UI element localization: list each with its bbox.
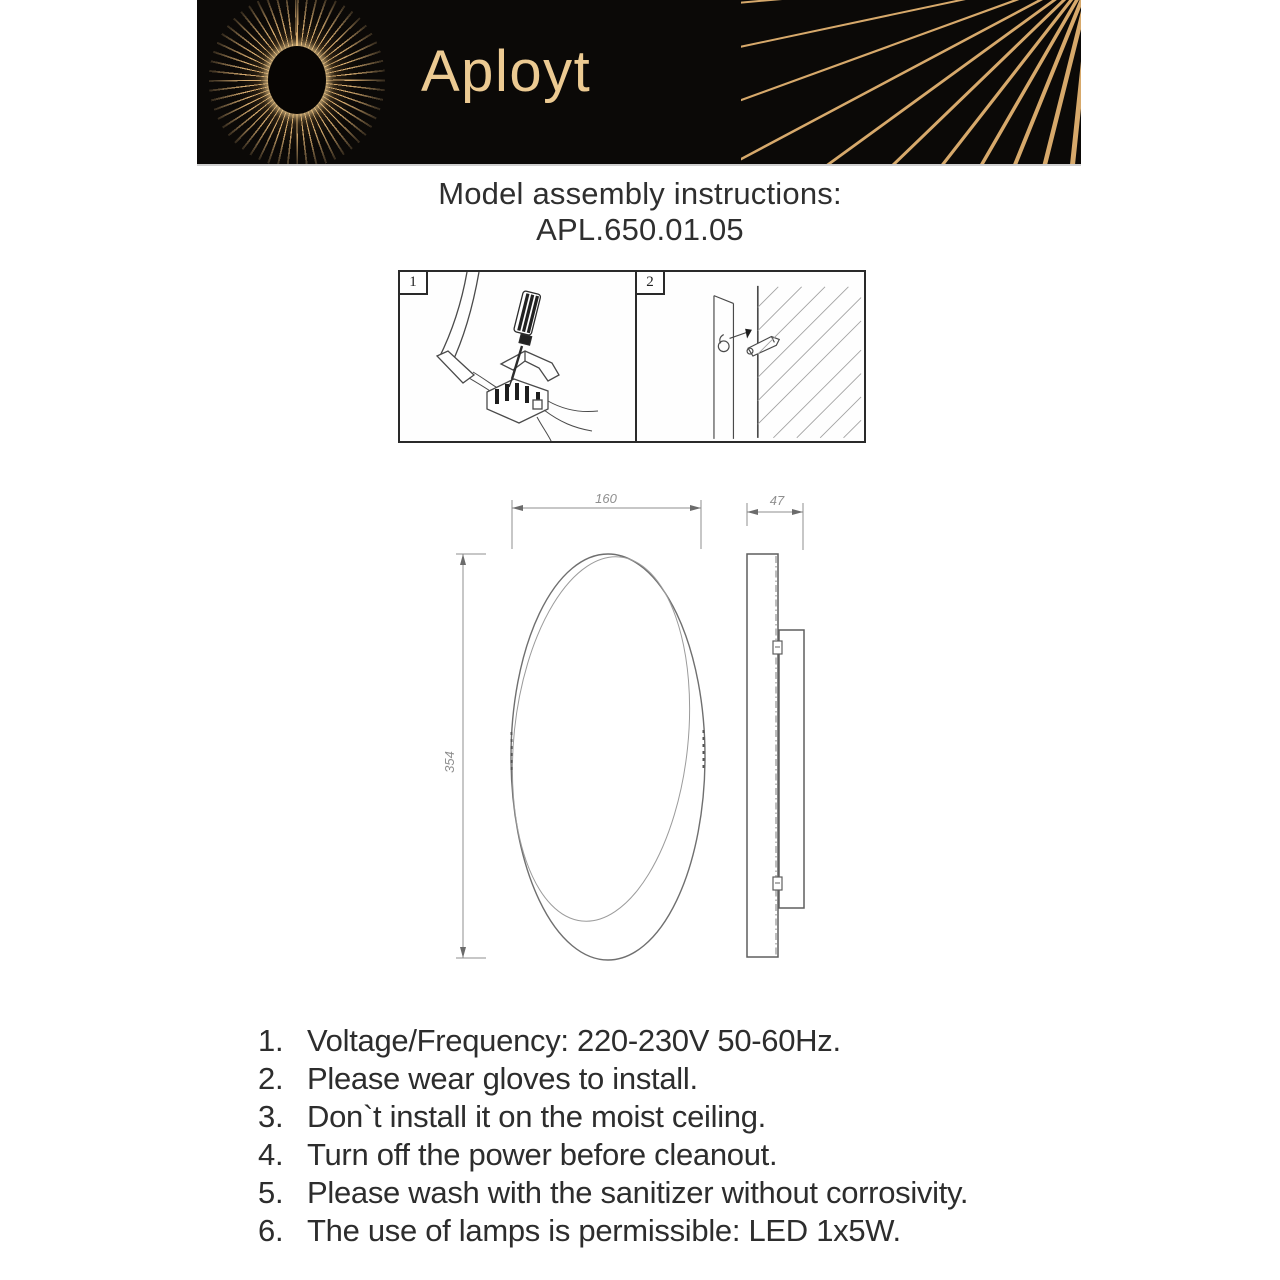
width-dimension-label: 160 — [595, 491, 617, 506]
item-text: Please wear gloves to install. — [307, 1061, 698, 1096]
instructions-list — [0, 1022, 1280, 1250]
dimension-drawing — [430, 470, 870, 1010]
depth-dimension-label: 47 — [769, 493, 785, 508]
height-dimension — [456, 554, 486, 958]
list-item — [0, 1174, 1280, 1212]
item-number: 3. — [258, 1099, 284, 1134]
item-text: Don`t install it on the moist ceiling. — [307, 1099, 766, 1134]
item-text: Please wash with the sanitizer without corrosivity. — [307, 1175, 969, 1210]
brand-wordmark: Aployt — [421, 39, 592, 104]
list-item — [0, 1212, 1280, 1250]
screwdriver-icon — [509, 290, 541, 387]
title-line: Model assembly instructions: — [438, 176, 842, 211]
item-number: 5. — [258, 1175, 284, 1210]
list-item — [0, 1098, 1280, 1136]
item-number: 4. — [258, 1137, 284, 1172]
mounting-illustration — [637, 272, 864, 441]
wiring-illustration — [400, 272, 635, 441]
assembly-steps-panel — [398, 270, 866, 443]
brand-banner — [197, 0, 1081, 166]
list-item — [0, 1136, 1280, 1174]
step-2-badge: 2 — [637, 272, 665, 295]
step-1-badge: 1 — [400, 272, 428, 295]
assembly-step-2 — [637, 272, 864, 441]
item-text: The use of lamps is permissible: LED 1x5W. — [307, 1213, 901, 1248]
item-text: Voltage/Frequency: 220-230V 50-60Hz. — [307, 1023, 841, 1058]
item-number: 1. — [258, 1023, 284, 1058]
sunburst-core — [268, 46, 326, 114]
item-number: 6. — [258, 1213, 284, 1248]
height-dimension-label: 354 — [442, 751, 457, 773]
list-item — [0, 1060, 1280, 1098]
item-text: Turn off the power before cleanout. — [307, 1137, 778, 1172]
front-view — [495, 548, 706, 960]
list-item — [0, 1022, 1280, 1060]
assembly-step-1 — [400, 272, 637, 441]
width-dimension — [512, 500, 701, 549]
item-number: 2. — [258, 1061, 284, 1096]
page-title — [0, 176, 1280, 248]
side-view — [747, 554, 804, 957]
corner-rays-decoration — [741, 0, 1081, 164]
model-number: APL.650.01.05 — [536, 212, 744, 247]
